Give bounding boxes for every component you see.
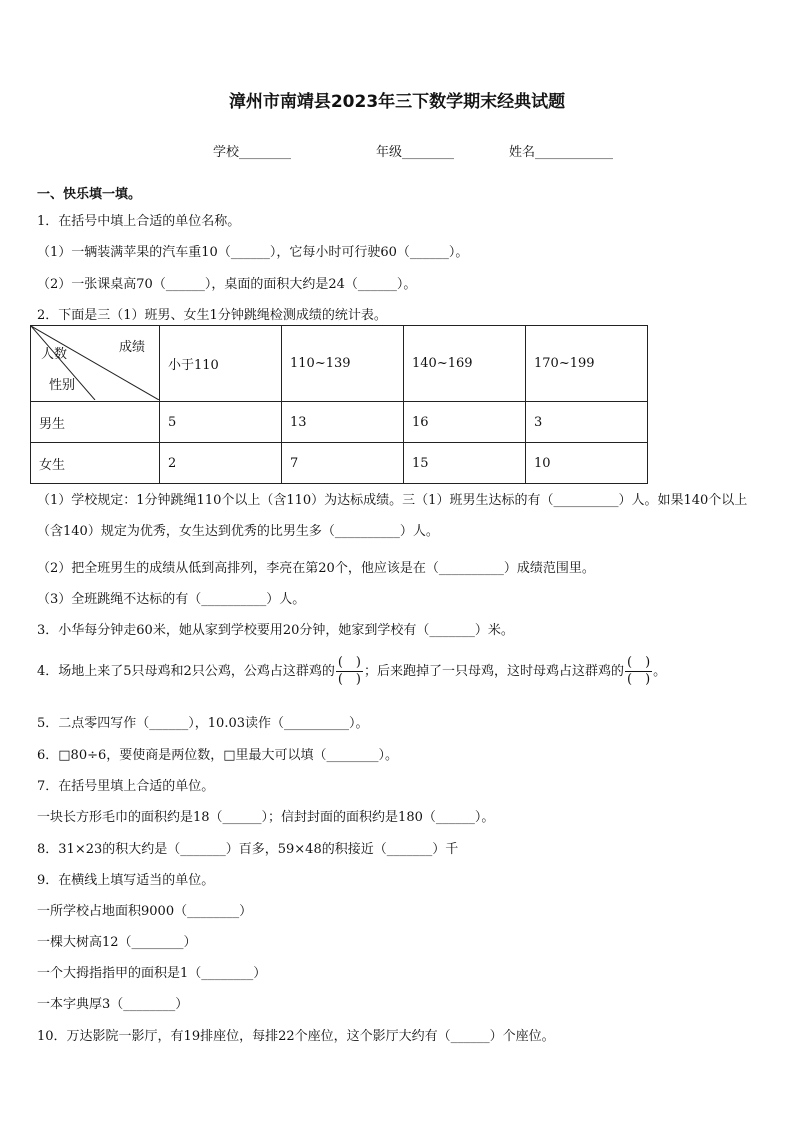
school-field[interactable]: 学校________ <box>213 145 292 160</box>
fraction-denominator[interactable]: ( ) <box>627 672 651 687</box>
fraction-numerator[interactable]: ( ) <box>627 655 651 670</box>
question-1-part-2[interactable]: （2）一张课桌高70（______），桌面的面积大约是24（______）。 <box>37 277 417 292</box>
question-9: 9．在横线上填写适当的单位。 <box>37 873 215 888</box>
table-header: 170~199 <box>526 326 648 402</box>
question-2: 2．下面是三（1）班男、女生1分钟跳绳检测成绩的统计表。 <box>37 308 387 323</box>
fraction-blank[interactable] <box>336 655 363 688</box>
row-label-boys: 男生 <box>31 402 160 443</box>
question-7: 7．在括号里填上合适的单位。 <box>37 779 215 794</box>
table-cell: 16 <box>404 402 526 443</box>
table-cell: 15 <box>404 443 526 484</box>
question-9-item[interactable]: 一所学校占地面积9000（________） <box>37 904 253 919</box>
table-cell: 10 <box>526 443 648 484</box>
section-heading: 一、快乐填一填。 <box>37 187 142 202</box>
row-label-girls: 女生 <box>31 443 160 484</box>
name-field[interactable]: 姓名____________ <box>509 145 614 160</box>
question-9-item[interactable]: 一棵大树高12（________） <box>37 935 197 950</box>
fraction-denominator[interactable]: ( ) <box>337 672 361 687</box>
question-9-item[interactable]: 一个大拇指指甲的面积是1（________） <box>37 966 267 981</box>
question-3[interactable]: 3．小华每分钟走60米，她从家到学校要用20分钟，她家到学校有（_______）米。 <box>37 623 514 638</box>
corner-label-score: 成绩 <box>119 340 146 355</box>
table-corner-cell <box>31 326 160 402</box>
question-1-part-1[interactable]: （1）一辆装满苹果的汽车重10（______），它每小时可行驶60（______）。 <box>37 245 469 260</box>
fraction-numerator[interactable]: ( ) <box>337 655 361 670</box>
question-4-text-a: 4．场地上来了5只母鸡和2只公鸡，公鸡占这群鸡的 <box>37 664 335 679</box>
question-2-part-3[interactable]: （3）全班跳绳不达标的有（__________）人。 <box>37 592 306 607</box>
table-row <box>31 443 648 484</box>
question-1: 1．在括号中填上合适的单位名称。 <box>37 214 241 229</box>
question-10[interactable]: 10．万达影院一影厅，有19排座位，每排22个座位，这个影厅大约有（______）个座位。 <box>37 1029 555 1044</box>
table-cell: 7 <box>282 443 404 484</box>
table-cell: 2 <box>160 443 282 484</box>
table-header: 小于110 <box>160 326 282 402</box>
question-7-part-1[interactable]: 一块长方形毛巾的面积约是18（______）；信封封面的面积约是180（______）。 <box>37 810 495 825</box>
table-header: 110~139 <box>282 326 404 402</box>
question-9-item[interactable]: 一本字典厚3（________） <box>37 997 189 1012</box>
fraction-blank[interactable] <box>625 655 652 688</box>
question-4-text-b: ；后来跑掉了一只母鸡，这时母鸡占这群鸡的 <box>363 664 624 679</box>
question-2-part-1[interactable]: （1）学校规定：1分钟跳绳110个以上（含110）为达标成绩。三（1）班男生达标的有（__________）人。如果140个以上（含140）规定为优秀，女生达到优秀的比男生多（__________）人。 <box>37 493 748 539</box>
table-cell: 13 <box>282 402 404 443</box>
question-5[interactable]: 5．二点零四写作（______），10.03读作（__________）。 <box>37 716 369 731</box>
table-cell: 5 <box>160 402 282 443</box>
corner-label-count: 人数 <box>41 347 68 362</box>
table-row <box>31 402 648 443</box>
table-header: 140~169 <box>404 326 526 402</box>
question-6[interactable]: 6．□80÷6，要使商是两位数，□里最大可以填（________）。 <box>37 748 399 763</box>
page-title: 漳州市南靖县2023年三下数学期末经典试题 <box>228 92 566 112</box>
grade-field[interactable]: 年级________ <box>376 145 455 160</box>
table-cell: 3 <box>526 402 648 443</box>
question-4-text-c: 。 <box>653 664 667 679</box>
question-2-part-2[interactable]: （2）把全班男生的成绩从低到高排列，李亮在第20个，他应该是在（__________）成绩范围里。 <box>37 561 595 576</box>
question-8[interactable]: 8．31×23的积大约是（_______）百多，59×48的积接近（_______）千 <box>37 842 459 857</box>
corner-label-gender: 性别 <box>49 378 76 393</box>
stats-table <box>30 325 648 484</box>
question-4[interactable] <box>37 655 666 688</box>
